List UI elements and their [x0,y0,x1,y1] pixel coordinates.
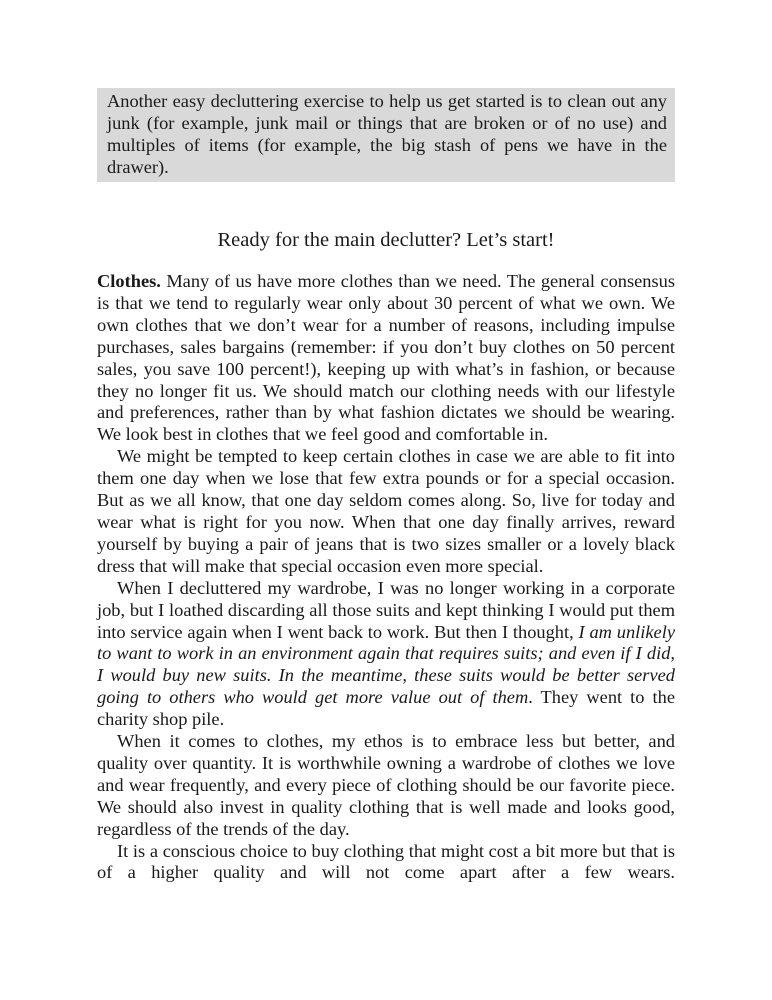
paragraph-text: Many of us have more clothes than we need. The general consensus is that we tend to regularly wear only about 30 percent of what we own. We own clothes that we don’t wear for a number of reasons, including impulse purchases, sales bargains (remember: if you don’t buy clothes on 50 percent sales, you save 100 percent!), keeping up with what’s in fashion, or because they no longer fit us. We should match our clothing needs with our lifestyle and preferences, rather than by what fashion dictates we should be wearing. We look best in clothes that we feel good and comfortable in. [97,271,675,445]
page-content [97,88,675,884]
paragraph-text: When I decluttered my wardrobe, I was no longer working in a corporate job, but I loathed discarding all those suits and kept thinking I would put them into service again when I went back to work. But then I thought, [97,577,675,642]
paragraph-tempted: We might be tempted to keep certain clothes in case we are able to fit into them one day when we lose that few extra pounds or for a special occasion. But as we all know, that one day seldom comes along. So, live for today and wear what is right for you now. When that one day finally arrives, reward yourself by buying a pair of jeans that is two sizes smaller or a lovely black dress that will make that special occasion even more special. [97,446,675,576]
paragraph-conscious-choice: It is a conscious choice to buy clothing that might cost a bit more but that is of a higher quality and will not come apart after a few wears. [97,840,675,883]
paragraph-text: . They went to the charity shop pile. [97,687,675,730]
callout-text: Another easy decluttering exercise to help us get started is to clean out any junk (for example, junk mail or things that are broken or of no use) and multiples of items (for example, the big stash of pens we have in the drawer). [107,91,667,177]
paragraph-wardrobe [97,578,675,731]
paragraph-ethos: When it comes to clothes, my ethos is to embrace less but better, and quality over quantity. It is worthwhile owning a wardrobe of clothes we love and wear frequently, and every piece of clothing should be our favorite piece. We should also invest in quality clothing that is well made and looks good, regardless of the trends of the day. [97,731,675,839]
paragraph-italic-thought: I am unlikely to want to work in an environment again that requires suits; and even if I did, I would buy new suits. In the meantime, these suits would be better served going to others who would get more value out of them [97,621,675,708]
callout-box [97,88,675,182]
section-heading: Ready for the main declutter? Let’s start! [217,229,555,251]
paragraph-clothes [97,271,675,446]
paragraph-lead: Clothes. [97,271,161,291]
